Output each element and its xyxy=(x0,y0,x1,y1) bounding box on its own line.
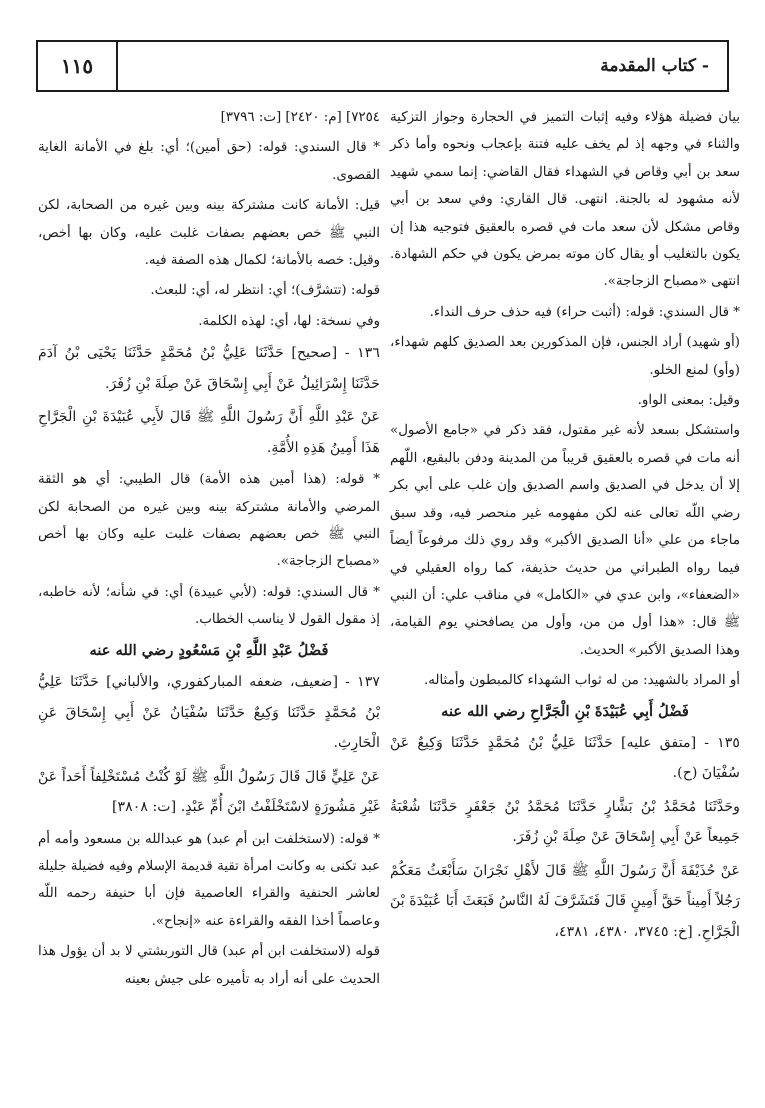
commentary-paragraph: * قال السندي: قوله: (حق أمين)؛ أي: بلغ في الأمانة الغاية القصوى. xyxy=(38,140,380,183)
hadith-references: ٧٢٥٤] [م: ٢٤٢٠] [ت: ٣٧٩٦] xyxy=(220,110,380,125)
right-column xyxy=(390,104,740,950)
hadith-text: ١٣٧ - [ضعيف، ضعفه المباركفوري، والألباني] حَدَّثَنَا عَلِيُّ بْنُ مُحَمَّدٍ حَدَّثَنَا وَكِيعٌ حَدَّثَنَا سُفْيَانُ عَنْ أَبِي إِسْحَاقَ عَنِ الْحَارِثِ. xyxy=(38,674,380,752)
hadith-text: عَنْ عَلِيٍّ قَالَ قَالَ رَسُولُ اللَّهِ ﷺ لَوْ كُنْتُ مُسْتَخْلِفاً أَحَداً عَنْ غَيْرِ مَشُورَةٍ لاسْتَخْلَفْتُ ابْنَ أُمِّ عَبْدٍ. [ت: ٣٨٠٨] xyxy=(38,768,380,816)
hadith-text: ١٣٦ - [صحيح] حَدَّثَنَا عَلِيُّ بْنُ مُحَمَّدٍ حَدَّثَنَا يَحْيَى بْنُ آدَمَ حَدَّثَنَا إِسْرَائِيلُ عَنْ أَبِي إِسْحَاقَ عَنْ صِلَةَ بْنِ زُفَرَ. xyxy=(38,345,380,392)
commentary-paragraph: * قوله: (هذا أمين هذه الأمة) قال الطيبي: أي هو الثقة المرضي والأمانة مشتركة بينه وبين غيره من الصحابة لكن النبي ﷺ خص بعضهم بصفات غلبت عليه وكان بها أخص «مصباح الزجاجة». xyxy=(38,472,380,570)
hadith-text: ١٣٥ - [متفق عليه] حَدَّثَنَا عَلِيُّ بْنُ مُحَمَّدٍ حَدَّثَنَا وَكِيعٌ عَنْ سُفْيَانَ (ح). xyxy=(390,734,740,782)
commentary-paragraph: بيان فضيلة هؤلاء وفيه إثبات التميز في الحجارة وجواز التزكية والثناء في وجهه إذ لم يخف عليه فتنة بإعجاب ونحوه وأما ذكر سعد بن أبي وقاص في الشهداء فقال القاضي: إنما سمي شهيد لأنه مشهود له بالجنة. انتهى. قال القاري: وفي سعد بن أبي وقاص مشكل لأن سعد مات في قصره بالعقيق فتوجيه هذا إن يكون بالتغليب أو يقال كان موته بمرض يكون في حكم الشهادة. انتهى «مصباح الزجاجة». xyxy=(390,110,740,290)
commentary-paragraph: قيل: الأمانة كانت مشتركة بينه وبين غيره من الصحابة، لكن النبي ﷺ خص بعضهم بصفات غلبت عليه، وكان بها أخص، وقيل: خصه بالأمانة؛ لكمال هذه الصفة فيه. xyxy=(38,198,380,269)
hadith-text: عَنْ عَبْدِ اللَّهِ أَنَّ رَسُولَ اللَّهِ ﷺ قَالَ لأَبِي عُبَيْدَةَ بْنِ الْجَرَّاحِ هَذَا أَمِينُ هَذِهِ الأُمَّةِ. xyxy=(38,409,380,456)
commentary-paragraph: وفي نسخة: لها، أي: لهذه الكلمة. xyxy=(198,313,380,329)
commentary-paragraph: قوله (لاستخلفت ابن أم عبد) قال التوربشتي لا بد أن يؤول هذا الحديث على أنه أراد به تأميره على جيش بعينه xyxy=(38,944,380,987)
commentary-paragraph: قوله: (تتشرَّف)؛ أي: انتظر له، أي: للبعث. xyxy=(150,283,380,299)
commentary-paragraph: وقيل: بمعنى الواو. xyxy=(637,393,740,409)
page-header xyxy=(36,40,729,92)
commentary-paragraph: * قال السندي: قوله: (لأبي عبيدة) أي: في شأنه؛ لأنه خاطبه، إذ مقول القول لا يناسب الخطاب. xyxy=(38,584,380,628)
header-divider xyxy=(116,42,118,90)
hadith-text: وحَدَّثَنَا مُحَمَّدُ بْنُ بَشَّارٍ حَدَّثَنَا مُحَمَّدُ بْنُ جَعْفَرٍ حَدَّثَنَا شُعْبَةُ جَمِيعاً عَنْ أَبِي إِسْحَاقَ عَنْ صِلَةَ بْنِ زُفَرَ. xyxy=(390,798,740,846)
commentary-paragraph: (أو شهيد) أراد الجنس، فإن المذكورين بعد الصديق كلهم شهداء، (وأو) لمنع الخلو. xyxy=(390,335,740,378)
page-number: ١١٥ xyxy=(60,54,94,78)
commentary-paragraph: * قوله: (لاستخلفت ابن أم عبد) هو عبدالله بن مسعود وأمه أم عبد تكنى به وكانت امرأة تقية قديمة الإسلام وفيه فضيلة جليلة لعاشر الحنفية والقراء العاصمية فإن أبا حنيفة رحمه اللّه وعاصماً أخذا الفقه والقراءة عنه «إنجاح». xyxy=(38,831,380,929)
book-title: - كتاب المقدمة xyxy=(600,56,709,76)
section-heading: فَضْلُ عَبْدِ اللَّهِ بْنِ مَسْعُودٍ رضي الله عنه xyxy=(89,641,329,659)
commentary-paragraph: * قال السندي: قوله: (أثبت حراء) فيه حذف حرف النداء. xyxy=(429,304,740,320)
hadith-text: عَنْ حُذَيْفَةَ أَنَّ رَسُولَ اللَّهِ ﷺ قَالَ لأَهْلِ نَجْرَانَ سَأَبْعَثُ مَعَكُمْ رَجُلاً أَمِيناً حَقَّ أَمِينٍ قَالَ فَتَشَرَّفَ لَهُ النَّاسُ فَبَعَثَ أَبَا عُبَيْدَةَ بْنَ الْجَرَّاحِ. [خ: ٣٧٤٥، ٤٣٨٠، ٤٣٨١، xyxy=(390,862,740,940)
commentary-paragraph: واستشكل بسعد لأنه غير مقتول، فقد ذكر في «جامع الأصول» أنه مات في قصره بالعقيق قريباً من المدينة ودفن بالبقيع، اللّهم إلا أن يدخل في الصديق واسم الصديق وإن غلب على أبي بكر رضي اللّه تعالى عنه لكن مفهومه غير منحصر فيه، وقد سبق ماجاء من علي «أنا الصديق الأكبر» وقد روي ذلك مرفوعاً أيضاً فيما رواه الطبراني من حديث حذيفة، كما رواه العقيلي في «الضعفاء»، وابن عدي في «الكامل» في مناقب علي: أن النبي ﷺ قال: «هذا أول من من، وأول من يصافحني يوم القيامة، وهذا الصديق الأكبر» الحديث. xyxy=(390,423,740,658)
left-column xyxy=(38,104,380,996)
commentary-paragraph: أو المراد بالشهيد: من له ثواب الشهداء كالمبطون وأمثاله. xyxy=(423,673,740,689)
section-heading: فَضْلُ أَبِي عُبَيْدَةَ بْنِ الْجَرَّاحِ رضي الله عنه xyxy=(441,702,689,720)
